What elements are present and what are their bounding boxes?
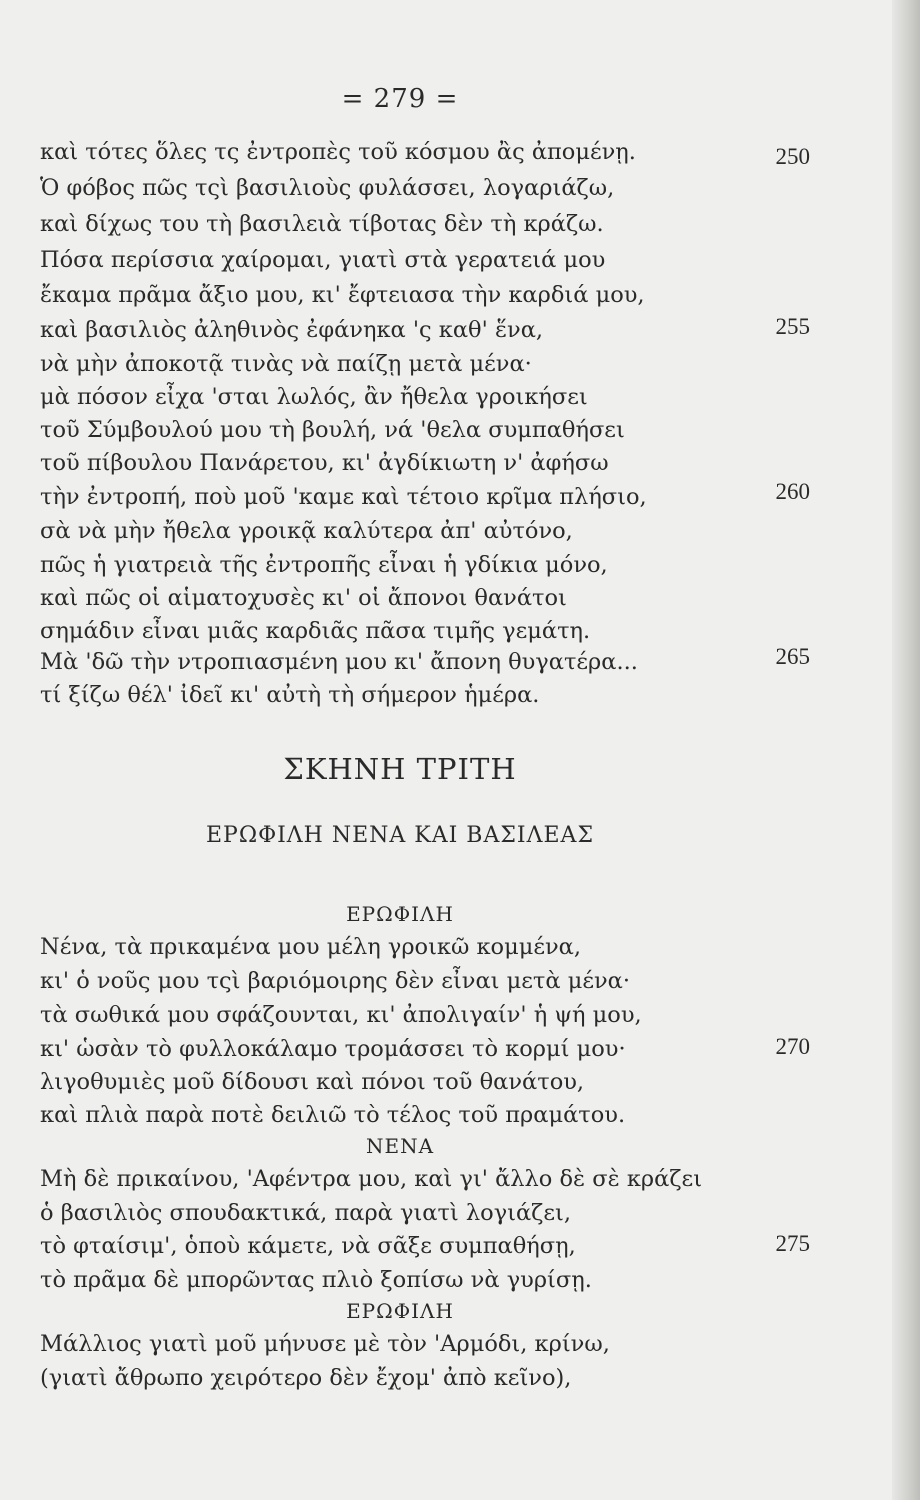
dialogue-line: καὶ πλιὰ παρὰ ποτὲ δειλιῶ τὸ τέλος τοῦ πραμάτου. (40, 1102, 626, 1128)
verse-line: Ὁ φόβος πῶς τςὶ βασιλιοὺς φυλάσσει, λογαριάζω, (40, 175, 615, 201)
verse-line: τοῦ πίβουλου Πανάρετου, κι' ἀγδίκιωτη ν' ἀφήσω (40, 450, 609, 476)
verse-line: Πόσα περίσσια χαίρομαι, γιατὶ στὰ γερατειά μου (40, 247, 606, 273)
dialogue-line: Μὴ δὲ πρικαίνου, 'Αφέντρα μου, καὶ γι' ἄλλο δὲ σὲ κράζει (40, 1166, 703, 1192)
line-number: 265 (775, 644, 810, 669)
verse-line: καὶ βασιλιὸς ἀληθινὸς ἐφάνηκα 'ς καθ' ἕνα, (40, 317, 544, 343)
dialogue-line: τὸ πρᾶμα δὲ μπορῶντας πλιὸ ξοπίσω νὰ γυρίσῃ. (40, 1267, 592, 1293)
dialogue-line: κι' ὡσὰν τὸ φυλλοκάλαμο τρομάσσει τὸ κορμί μου· (40, 1036, 626, 1062)
page-number: = 279 = (341, 84, 459, 114)
dialogue-line: κι' ὁ νοῦς μου τςὶ βαριόμοιρης δὲν εἶναι μετὰ μένα· (40, 968, 630, 994)
dialogue-line: τὰ σωθικά μου σφάζουνται, κι' ἀπολιγαίν' ἡ ψή μου, (40, 1002, 642, 1028)
line-number: 270 (775, 1034, 810, 1059)
dialogue-line: ὁ βασιλιὸς σπουδακτικά, παρὰ γιατὶ λογιάζει, (40, 1200, 572, 1226)
verse-line: Μὰ 'δῶ τὴν ντροπιασμένη μου κι' ἄπονη θυγατέρα... (40, 649, 638, 675)
scene-title: ΣΚΗΝΗ ΤΡΙΤΗ (283, 752, 517, 786)
verse-line: μὰ πόσον εἶχα 'σται λωλός, ἂν ἤθελα γροικήσει (40, 384, 588, 410)
speaker-name: ΝΕΝΑ (365, 1134, 435, 1158)
line-number: 250 (775, 144, 810, 169)
cast-list: ΕΡΩΦΙΛΗ ΝΕΝΑ ΚΑΙ ΒΑΣΙΛΕΑΣ (205, 823, 595, 848)
verse-line: καὶ τότες ὅλες τς ἐντροπὲς τοῦ κόσμου ἂς ἀπομένῃ. (40, 139, 636, 165)
verse-line: τοῦ Σύμβουλού μου τὴ βουλή, νά 'θελα συμπαθήσει (40, 417, 625, 443)
verse-line: πῶς ἡ γιατρειὰ τῆς ἐντροπῆς εἶναι ἡ γδίκια μόνο, (40, 552, 608, 578)
line-number: 255 (775, 314, 810, 339)
verse-line: καὶ πῶς οἱ αἱματοχυσὲς κι' οἱ ἄπονοι θανάτοι (40, 585, 567, 611)
dialogue-line: (γιατὶ ἄθρωπο χειρότερο δὲν ἔχομ' ἀπὸ κεῖνο), (40, 1365, 572, 1391)
verse-line: ἔκαμα πρᾶμα ἄξιο μου, κι' ἔφτειασα τὴν καρδιά μου, (40, 282, 645, 308)
dialogue-line: Νένα, τὰ πρικαμένα μου μέλη γροικῶ κομμένα, (40, 934, 582, 960)
line-number: 260 (775, 479, 810, 504)
verse-line: νὰ μὴν ἀποκοτᾷ τινὰς νὰ παίζῃ μετὰ μένα· (40, 351, 532, 377)
verse-line: σημάδιν εἶναι μιᾶς καρδιᾶς πᾶσα τιμῆς γεμάτη. (40, 618, 591, 644)
dialogue-line: τὸ φταίσιμ', ὁποὺ κάμετε, νὰ σᾶξε συμπαθήσῃ, (40, 1233, 576, 1259)
verse-line: τί ξίζω θέλ' ἰδεῖ κι' αὐτὴ τὴ σήμερον ἡμέρα. (40, 682, 540, 708)
page-edge-shadow (892, 0, 920, 1500)
verse-line: τὴν ἐντροπή, ποὺ μοῦ 'καμε καὶ τέτοιο κρῖμα πλήσιο, (40, 484, 647, 510)
line-number: 275 (775, 1231, 810, 1256)
verse-line: σὰ νὰ μὴν ἤθελα γροικᾷ καλύτερα ἀπ' αὐτόνο, (40, 518, 573, 544)
dialogue-line: Μάλλιος γιατὶ μοῦ μήνυσε μὲ τὸν 'Αρμόδι, κρίνω, (40, 1331, 610, 1357)
speaker-name: ΕΡΩΦΙΛΗ (346, 1299, 454, 1323)
dialogue-line: λιγοθυμιὲς μοῦ δίδουσι καὶ πόνοι τοῦ θανάτου, (40, 1069, 585, 1095)
verse-line: καὶ δίχως του τὴ βασιλειὰ τίβοτας δὲν τὴ κράζω. (40, 211, 604, 237)
speaker-name: ΕΡΩΦΙΛΗ (346, 902, 454, 926)
